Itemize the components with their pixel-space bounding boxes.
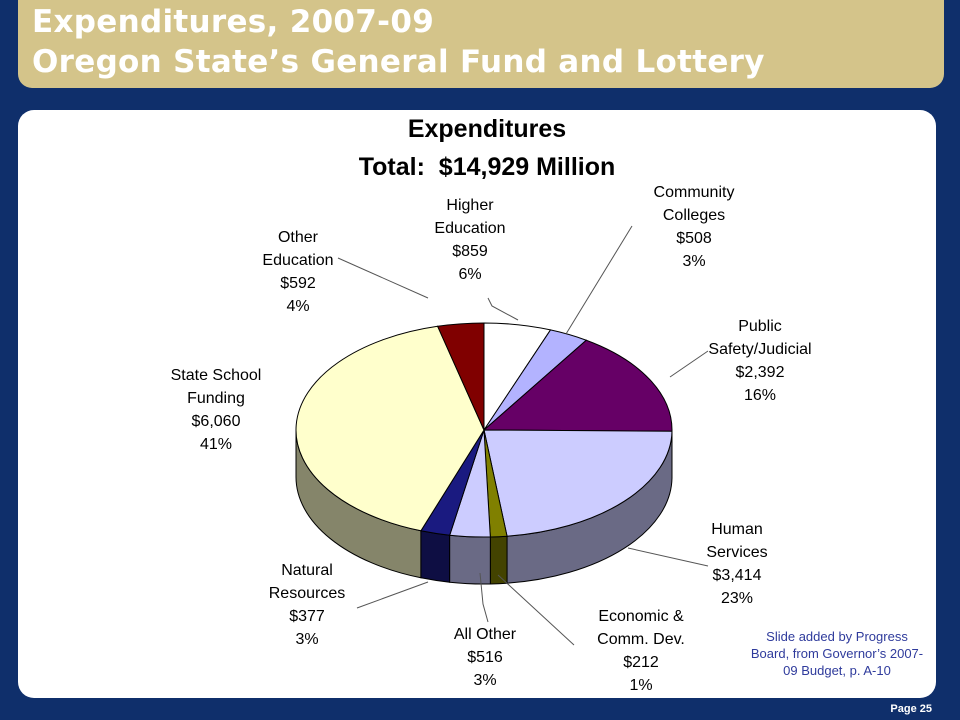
page-number: Page 25 [890,703,932,715]
slice-value-text: $2,392 [735,364,785,381]
chart-panel [18,110,936,698]
leader-line-public-safety-judicial [670,351,708,377]
pie-side-economic-comm-dev [490,536,507,584]
pie-side-all-other [450,535,491,584]
chart-subtitle: Total: $14,929 Million [358,153,616,181]
slice-value-text: $592 [280,275,316,292]
slice-percent-text: 4% [286,298,310,315]
slide-title-line1: Expenditures, 2007-09 [32,4,435,40]
slice-value-text: $3,414 [712,567,762,584]
source-note: Slide added by Progress Board, from Governor’s 2007-09 Budget, p. A-10 [750,629,924,678]
slice-percent-text: 6% [458,266,482,283]
slice-name-text: Community [653,184,735,201]
slice-name-text: Safety/Judicial [708,341,812,358]
slice-name-text: State School [170,367,262,384]
chart-title: Expenditures [407,115,567,143]
slice-percent-text: 3% [473,672,497,689]
slide-title-line2: Oregon State’s General Fund and Lottery [32,44,765,80]
slice-name-text: Services [706,544,768,561]
slice-name-text: Human [711,521,763,538]
slice-name-text: Education [262,252,334,269]
pie-side-natural-resources [421,531,450,582]
slice-value-text: $212 [623,654,659,671]
leader-line-other-education [338,258,428,298]
slice-percent-text: 3% [295,631,319,648]
slice-name-text: Colleges [662,207,726,224]
slice-name-text: Resources [268,585,346,602]
slice-label-other-education [262,229,333,315]
slice-name-text: Other [277,229,319,246]
title-bar [18,0,944,88]
slice-label-community-colleges [654,184,735,270]
slice-label-public-safety-judicial [708,318,811,404]
slice-name-text: Comm. Dev. [597,631,685,648]
slice-label-natural-resources [269,562,345,648]
slice-label-all-other [454,626,517,689]
pie-chart [18,110,936,698]
leader-line-human-services [628,548,708,566]
slice-name-text: Higher [446,197,494,214]
slice-label-state-school-funding [171,367,262,453]
leader-line-higher-education [488,298,518,320]
slice-name-text: Funding [187,390,245,407]
slice-value-text: $377 [289,608,325,625]
slice-percent-text: 23% [720,590,754,607]
slice-percent-text: 1% [629,677,653,694]
slice-name-text: Public [738,318,782,335]
slice-value-text: $859 [452,243,488,260]
slice-label-human-services [706,521,767,607]
slice-name-text: Economic & [598,608,684,625]
leader-line-community-colleges [566,226,632,334]
slice-percent-text: 3% [682,253,706,270]
slice-percent-text: 41% [199,436,233,453]
slice-name-text: Natural [281,562,333,579]
slice-percent-text: 16% [743,387,777,404]
slice-value-text: $6,060 [191,413,241,430]
slice-value-text: $508 [676,230,712,247]
leader-line-natural-resources [357,582,428,608]
slice-name-text: All Other [453,626,517,643]
slice-label-economic-comm-dev [597,608,685,694]
slice-label-higher-education [434,197,505,283]
slice-name-text: Education [434,220,506,237]
slice-value-text: $516 [467,649,503,666]
